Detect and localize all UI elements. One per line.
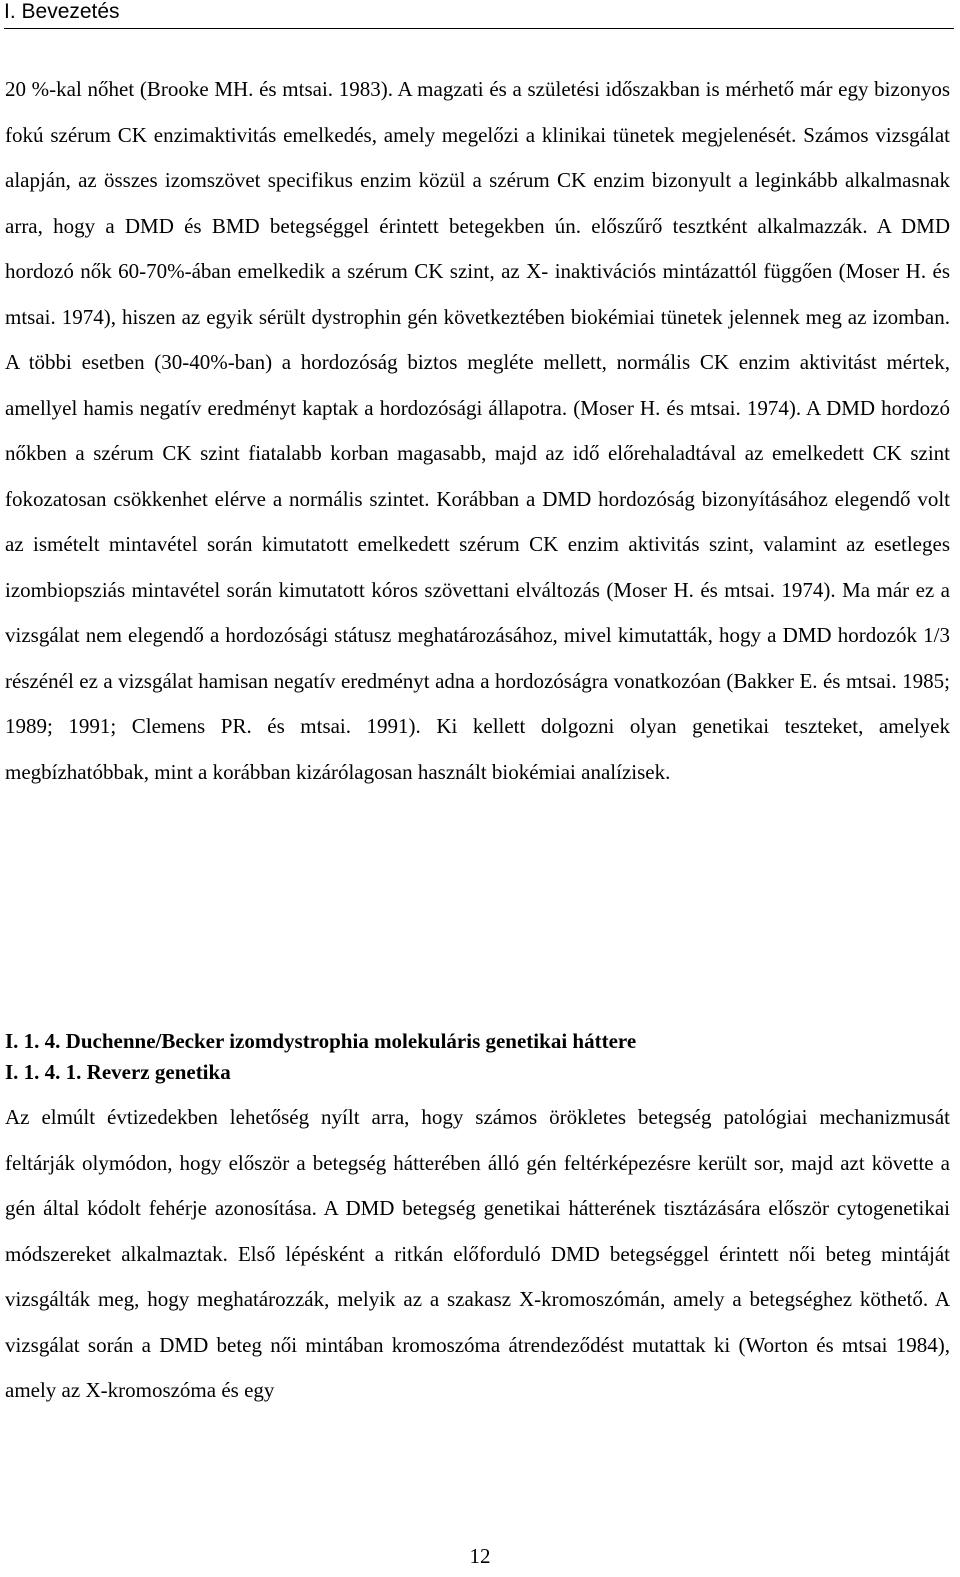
section-heading: I. 1. 4. Duchenne/Becker izomdystrophia molekuláris genetikai háttere	[5, 1029, 637, 1053]
body-paragraph-2: Az elmúlt évtizedekben lehetőség nyílt arra, hogy számos örökletes betegség patológiai mechanizmusát feltárják olymódon, hogy először a betegség hátterében álló gén feltérképezésre került sor, majd azt követte a gén által kódolt fehérje azonosítása. A DMD betegség genetikai hátterének tisztázására először cytogenetikai módszereket alkalmaztak. Első lépésként a ritkán előforduló DMD betegséggel érintett női beteg mintáját vizsgálták meg, hogy meghatározzák, melyik az a szakasz X-kromoszómán, amely a betegséghez köthető. A vizsgálat során a DMD beteg női mintában kromoszóma átrendeződést mutattak ki (Worton és mtsai 1984), amely az X-kromoszóma és egy	[5, 1105, 950, 1402]
subsection-heading: I. 1. 4. 1. Reverz genetika	[5, 1060, 231, 1084]
running-header	[4, 0, 954, 29]
body-paragraph-1: 20 %-kal nőhet (Brooke MH. és mtsai. 1983). A magzati és a születési időszakban is mérhető már egy bizonyos fokú szérum CK enzimaktivitás emelkedés, amely megelőzi a klinikai tünetek megjelenését. Számos vizsgálat alapján, az összes izomszövet specifikus enzim közül a szérum CK enzim bizonyult a leginkább alkalmasnak arra, hogy a DMD és BMD betegséggel érintett betegekben ún. előszűrő tesztként alkalmazzák. A DMD hordozó nők 60-70%-ában emelkedik a szérum CK szint, az X- inaktivációs mintázattól függően (Moser H. és mtsai. 1974), hiszen az egyik sérült dystrophin gén következtében biokémiai tünetek jelennek meg az izomban. A többi esetben (30-40%-ban) a hordozóság biztos megléte mellett, normális CK enzim aktivitást mértek, amellyel hamis negatív eredményt kaptak a hordozósági állapotra. (Moser H. és mtsai. 1974). A DMD hordozó nőkben a szérum CK szint fiatalabb korban magasabb, majd az idő előrehaladtával az emelkedett CK szint fokozatosan csökkenhet elérve a normális szintet. Korábban a DMD hordozóság bizonyításához elegendő volt az ismételt mintavétel során kimutatott emelkedett szérum CK enzim aktivitás szint, valamint az esetleges izombiopsziás mintavétel során kimutatott kóros szövettani elváltozás (Moser H. és mtsai. 1974). Ma már ez a vizsgálat nem elegendő a hordozósági státusz meghatározásához, mivel kimutatták, hogy a DMD hordozók 1/3 részénél ez a vizsgálat hamisan negatív eredményt adna a hordozóságra vonatkozóan (Bakker E. és mtsai. 1985; 1989; 1991; Clemens PR. és mtsai. 1991). Ki kellett dolgozni olyan genetikai teszteket, amelyek megbízhatóbbak, mint a korábban kizárólagosan használt biokémiai analízisek.	[5, 77, 950, 784]
page-number: 12	[469, 1544, 491, 1568]
chapter-title: I. Bevezetés	[4, 0, 120, 23]
